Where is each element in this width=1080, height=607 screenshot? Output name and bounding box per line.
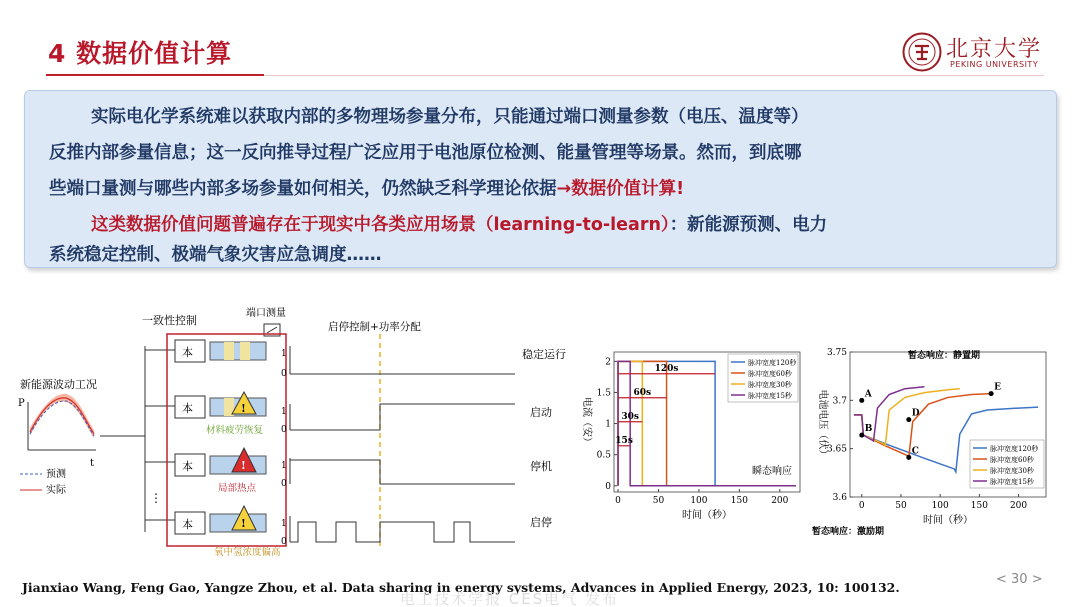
- y-tick-label: 3.65: [826, 444, 847, 455]
- page-number: < 30 >: [996, 572, 1043, 587]
- summary-text: 些端口量测与哪些内部多场参量如何相关，仍然缺乏科学理论依据: [49, 179, 557, 199]
- annotation-text: 15s: [615, 435, 633, 446]
- svg-text:1: 1: [281, 519, 287, 529]
- point-label: D: [911, 408, 920, 419]
- legend-label: 脉冲宽度60秒: [990, 456, 1034, 464]
- y-tick-label: 2: [605, 357, 611, 368]
- svg-text:本: 本: [182, 402, 193, 415]
- port-measure-label: 端口测量: [246, 308, 286, 319]
- consistency-label: 一致性控制: [142, 314, 197, 327]
- marker-point: [859, 398, 864, 403]
- highlight-text: 这类数据价值问题普遍存在于现实中各类应用场景（learning-to-learn）: [91, 215, 670, 235]
- svg-text:1: 1: [281, 349, 287, 359]
- x-tick-label: 150: [730, 496, 748, 506]
- current-chart: [578, 340, 813, 530]
- annotation-text: 瞬态响应: [752, 466, 792, 477]
- y-tick-label: 0.5: [596, 450, 611, 461]
- h2-label: 氧中氢浓度偏高: [214, 547, 281, 558]
- x-tick-label: 200: [771, 496, 789, 506]
- x-axis-label: 时间（秒）: [923, 515, 973, 526]
- citation: Jianxiao Wang, Feng Gao, Yangze Zhou, et al. Data sharing in energy systems, Advances in Applied Energy, 2023, 10: 100132.: [22, 580, 900, 595]
- point-label: E: [994, 382, 1001, 393]
- watermark: 电工技术学报 CES电气 发布: [400, 590, 620, 607]
- highlight-text: →数据价值计算!: [556, 179, 685, 199]
- svg-text:0: 0: [281, 537, 287, 547]
- y-tick-label: 3.7: [832, 396, 847, 407]
- y-tick-label: 3.6: [832, 493, 847, 503]
- row-label: 启动: [530, 406, 552, 419]
- svg-text:0: 0: [281, 425, 287, 435]
- signal-row: [281, 516, 515, 547]
- y-tick-label: 0: [605, 481, 611, 492]
- signal-row: [281, 346, 515, 379]
- title-underline: [46, 74, 264, 76]
- university-name-en: PEKING UNIVERSITY: [950, 60, 1039, 69]
- slide-title: 4 数据价值计算: [48, 39, 233, 68]
- x-tick-label: 0: [615, 496, 621, 506]
- electrolyzer-cell: [175, 340, 266, 362]
- voltage-chart: [808, 340, 1070, 540]
- marker-point: [989, 391, 994, 396]
- legend-label: 脉冲宽度30秒: [748, 381, 792, 389]
- x-tick-label: 100: [931, 501, 949, 511]
- annotation-text: 30s: [621, 411, 639, 422]
- svg-text:0: 0: [281, 369, 287, 379]
- marker-point: [906, 455, 911, 460]
- x-tick-label: 50: [652, 496, 665, 506]
- row-label: 稳定运行: [522, 348, 566, 361]
- summary-line: 实际电化学系统难以获取内部的多物理场参量分布，只能通过端口测量参数（电压、温度等）: [91, 107, 809, 127]
- svg-text:0: 0: [281, 479, 287, 489]
- svg-text:!: !: [241, 459, 246, 472]
- point-label: A: [864, 389, 872, 400]
- signal-row: [281, 404, 515, 435]
- hotspot-label: 局部热点: [218, 483, 257, 494]
- x-tick-label: 50: [895, 501, 907, 511]
- annotation-text: 60s: [633, 387, 652, 398]
- marker-point: [859, 433, 864, 438]
- svg-text:本: 本: [182, 346, 193, 359]
- svg-text:本: 本: [182, 518, 193, 531]
- electrolyzer-cell: [175, 392, 266, 418]
- summary-line: 反推内部参量信息；这一反向推导过程广泛应用于电池原位检测、能量管理等场景。然而，到底哪: [49, 143, 802, 163]
- x-tick-label: 0: [858, 501, 865, 511]
- title-divider: [264, 75, 1044, 76]
- x-tick-label: 150: [970, 501, 988, 511]
- legend-label: 脉冲宽度120秒: [748, 359, 797, 367]
- y-axis-label: 电流（安）: [581, 397, 592, 447]
- legend-label: 脉冲宽度15秒: [748, 392, 792, 400]
- x-tick-label: 100: [690, 496, 708, 506]
- point-label: C: [911, 446, 919, 457]
- row-label: 启停: [530, 516, 552, 529]
- svg-text:1: 1: [281, 407, 287, 417]
- legend-label: 脉冲宽度15秒: [990, 478, 1034, 486]
- svg-text:!: !: [241, 402, 246, 415]
- legend-label: 脉冲宽度120秒: [990, 445, 1039, 453]
- summary-box: [24, 90, 1057, 268]
- svg-text:!: !: [241, 517, 246, 530]
- y-tick-label: 1.5: [596, 388, 611, 399]
- pku-seal-icon: [902, 32, 942, 72]
- electrolyzer-cell: [175, 448, 266, 476]
- university-name: 北京大学: [946, 37, 1043, 62]
- annotation-text: 暂态响应：激励期: [812, 527, 885, 537]
- summary-text: ：新能源预测、电力: [669, 215, 828, 235]
- signal-row: [281, 458, 515, 489]
- summary-line: [49, 171, 684, 207]
- fatigue-label: 材料疲劳恢复: [206, 425, 264, 436]
- y-tick-label: 3.75: [826, 348, 847, 358]
- summary-line: 系统稳定控制、极端气象灾害应急调度……: [49, 245, 382, 265]
- x-axis-label: 时间（秒）: [682, 510, 732, 521]
- legend-label: 脉冲宽度30秒: [990, 467, 1034, 475]
- annotation-text: 120s: [654, 363, 679, 374]
- annotation-text: 暂态响应：静置期: [908, 351, 981, 361]
- point-label: B: [864, 424, 873, 435]
- y-tick-label: 1: [605, 419, 611, 430]
- y-axis-label: 电池电压（伏）: [817, 389, 828, 460]
- legend-label: 脉冲宽度60秒: [748, 370, 792, 378]
- p-axis-label: P: [18, 398, 25, 409]
- svg-text:1: 1: [281, 461, 287, 471]
- control-diagram: [10, 298, 600, 570]
- ellipsis: ⋮: [150, 491, 162, 505]
- legend-pred: 预测: [46, 469, 66, 480]
- electrolyzer-cell: [175, 506, 266, 534]
- renewable-label: 新能源波动工况: [20, 378, 97, 391]
- x-tick-label: 200: [1009, 501, 1028, 511]
- svg-text:本: 本: [182, 460, 193, 473]
- start-stop-label: 启停控制+功率分配: [328, 321, 421, 333]
- legend-actual: 实际: [46, 485, 66, 496]
- t-axis-label: t: [90, 458, 95, 469]
- row-label: 停机: [530, 460, 552, 473]
- marker-point: [906, 417, 911, 422]
